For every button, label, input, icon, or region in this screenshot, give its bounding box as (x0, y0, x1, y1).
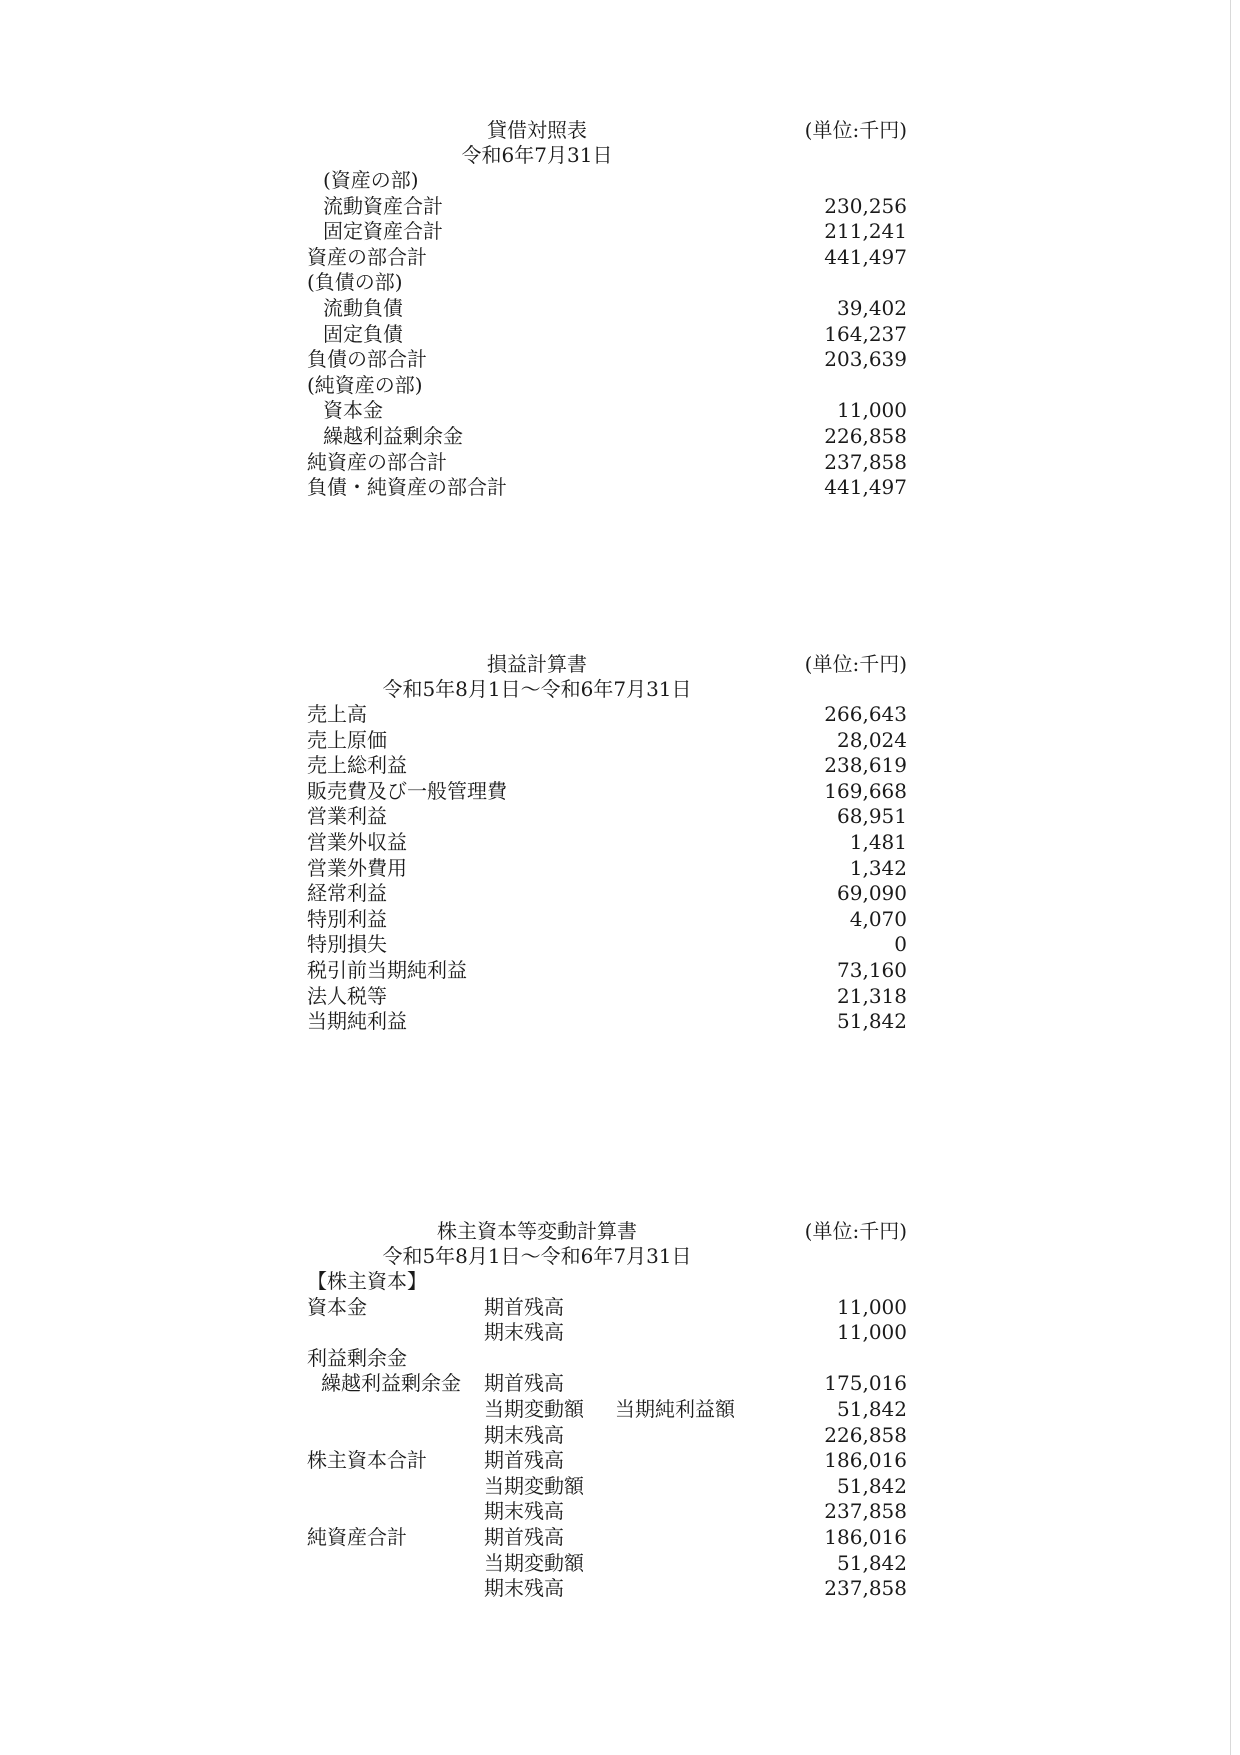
row-item: 期末残高 (484, 1499, 564, 1524)
table-row (307, 830, 907, 856)
row-value: 175,016 (824, 1371, 907, 1396)
table-row (307, 881, 907, 907)
row-value: 4,070 (849, 906, 907, 931)
row-value: 28,024 (837, 727, 907, 752)
row-category: 純資産合計 (307, 1524, 407, 1549)
table-row (307, 856, 907, 882)
row-value: 203,639 (824, 347, 907, 372)
row-value: 21,318 (837, 983, 907, 1008)
row-value: 51,842 (837, 1550, 907, 1575)
table-row (307, 424, 907, 450)
balance-sheet-unit: (単位:千円) (804, 118, 907, 142)
table-row (307, 804, 907, 830)
row-value: 69,090 (837, 881, 907, 906)
table-row (307, 1576, 907, 1602)
table-row (307, 322, 907, 348)
row-value: 237,858 (824, 449, 907, 474)
equity-statement-header (307, 1219, 907, 1269)
table-row (307, 1474, 907, 1500)
income-statement-unit: (単位:千円) (804, 652, 907, 676)
table-row (307, 1397, 907, 1423)
equity-statement-unit: (単位:千円) (804, 1219, 907, 1243)
table-row (307, 296, 907, 322)
row-value: 51,842 (837, 1473, 907, 1498)
table-row (307, 1499, 907, 1525)
table-row (307, 1525, 907, 1551)
table-row (307, 1346, 907, 1372)
row-value: 1,342 (849, 855, 907, 880)
row-value: 226,858 (824, 1422, 907, 1447)
table-row (307, 270, 907, 296)
table-row (307, 958, 907, 984)
row-value: 68,951 (837, 804, 907, 829)
row-label: 純資産の部合計 (307, 449, 447, 474)
table-row (307, 984, 907, 1010)
table-row (307, 1423, 907, 1449)
table-row (307, 373, 907, 399)
row-value: 237,858 (824, 1576, 907, 1601)
row-label: 流動資産合計 (323, 193, 443, 218)
row-value: 266,643 (824, 702, 907, 726)
row-item: 期首残高 (484, 1294, 564, 1319)
table-row (307, 1009, 907, 1035)
row-label: 営業利益 (307, 804, 387, 829)
table-row (307, 398, 907, 424)
row-label: 特別損失 (307, 932, 387, 957)
row-value: 211,241 (824, 219, 907, 244)
table-row (307, 907, 907, 933)
row-value: 230,256 (824, 193, 907, 218)
row-label: 売上高 (307, 702, 367, 726)
row-label: 負債・純資産の部合計 (307, 475, 507, 500)
row-value: 238,619 (824, 753, 907, 778)
page-edge-line (1230, 0, 1231, 1755)
row-value: 226,858 (824, 423, 907, 448)
income-statement-period: 令和5年8月1日～令和6年7月31日 (382, 677, 692, 701)
row-subitem: 当期純利益額 (615, 1396, 735, 1421)
row-label: 流動負債 (323, 295, 403, 320)
table-row (307, 347, 907, 373)
row-category: 利益剰余金 (307, 1345, 407, 1370)
row-label: 税引前当期純利益 (307, 957, 467, 982)
row-value: 186,016 (824, 1448, 907, 1473)
table-row (307, 450, 907, 476)
row-label: 営業外収益 (307, 829, 407, 854)
row-value: 186,016 (824, 1524, 907, 1549)
table-row (307, 168, 907, 194)
row-category: 繰越利益剰余金 (321, 1371, 461, 1396)
balance-sheet-title: 貸借対照表 (487, 118, 587, 142)
row-label: 経常利益 (307, 881, 387, 906)
row-value: 11,000 (837, 1294, 907, 1319)
row-label: 資産の部合計 (307, 244, 427, 269)
row-label: 負債の部合計 (307, 347, 427, 372)
row-label: 当期純利益 (307, 1009, 407, 1034)
row-value: 51,842 (837, 1396, 907, 1421)
row-label: 営業外費用 (307, 855, 407, 880)
row-value: 169,668 (824, 778, 907, 803)
row-label: 売上原価 (307, 727, 387, 752)
row-item: 期末残高 (484, 1576, 564, 1601)
row-value: 11,000 (837, 1320, 907, 1345)
table-row (307, 219, 907, 245)
row-category: 資本金 (307, 1294, 367, 1319)
row-value: 11,000 (837, 398, 907, 423)
row-value: 441,497 (824, 475, 907, 500)
row-value: 39,402 (837, 295, 907, 320)
table-row (307, 1448, 907, 1474)
row-category: 【株主資本】 (307, 1269, 427, 1293)
row-item: 当期変動額 (484, 1473, 584, 1498)
table-row (307, 1295, 907, 1321)
row-item: 当期変動額 (484, 1550, 584, 1575)
row-item: 期首残高 (484, 1371, 564, 1396)
balance-sheet (307, 118, 907, 501)
table-row (307, 475, 907, 501)
row-category: 株主資本合計 (307, 1448, 427, 1473)
row-value: 237,858 (824, 1499, 907, 1524)
row-label: (純資産の部) (307, 372, 423, 397)
row-label: 固定資産合計 (323, 219, 443, 244)
balance-sheet-date: 令和6年7月31日 (461, 143, 613, 167)
table-row (307, 194, 907, 220)
row-item: 期首残高 (484, 1448, 564, 1473)
equity-statement-period: 令和5年8月1日～令和6年7月31日 (382, 1244, 692, 1268)
row-label: 法人税等 (307, 983, 387, 1008)
row-item: 期首残高 (484, 1524, 564, 1549)
row-item: 当期変動額 (484, 1396, 584, 1421)
row-label: (資産の部) (323, 168, 419, 192)
table-row (307, 1320, 907, 1346)
row-item: 期末残高 (484, 1320, 564, 1345)
balance-sheet-header (307, 118, 907, 168)
table-row (307, 1551, 907, 1577)
equity-statement-title: 株主資本等変動計算書 (437, 1219, 637, 1243)
table-row (307, 932, 907, 958)
row-value: 51,842 (837, 1009, 907, 1034)
row-label: 販売費及び一般管理費 (307, 778, 507, 803)
row-value: 441,497 (824, 244, 907, 269)
table-row (307, 753, 907, 779)
row-value: 1,481 (849, 829, 907, 854)
table-row (307, 245, 907, 271)
table-row (307, 1269, 907, 1295)
row-value: 164,237 (824, 321, 907, 346)
row-label: 繰越利益剰余金 (323, 423, 463, 448)
row-label: 資本金 (323, 398, 383, 423)
income-statement-title: 損益計算書 (487, 652, 587, 676)
row-label: 特別利益 (307, 906, 387, 931)
income-statement-header (307, 652, 907, 702)
row-label: 売上総利益 (307, 753, 407, 778)
row-value: 0 (894, 932, 907, 957)
row-item: 期末残高 (484, 1422, 564, 1447)
table-row (307, 779, 907, 805)
table-row (307, 702, 907, 728)
table-row (307, 728, 907, 754)
table-row (307, 1371, 907, 1397)
equity-statement (307, 1219, 907, 1602)
row-label: 固定負債 (323, 321, 403, 346)
row-label: (負債の部) (307, 270, 403, 295)
row-value: 73,160 (837, 957, 907, 982)
income-statement (307, 652, 907, 1035)
